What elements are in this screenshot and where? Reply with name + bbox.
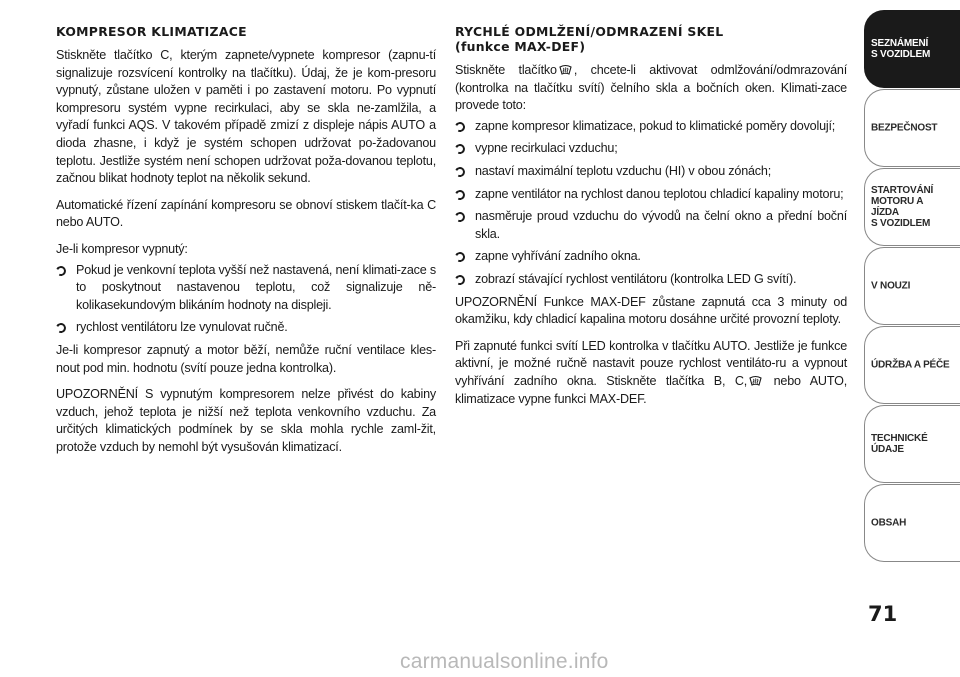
bullet-icon — [454, 274, 467, 287]
bullet-icon — [55, 322, 68, 335]
tab-bezpecnost[interactable] — [864, 89, 960, 167]
paragraph: Je-li kompresor vypnutý: — [56, 241, 188, 256]
tab-seznameni-s-vozidlem[interactable] — [864, 10, 960, 88]
bullet-item: nasměruje proud vzduchu do vývodů na čelní okno a přední boční skla. — [455, 208, 847, 243]
bullet-item: zapne kompresor klimatizace, pokud to klimatické poměry dovolují; — [455, 118, 847, 136]
page-number: 71 — [868, 602, 898, 626]
tab-obsah[interactable] — [864, 484, 960, 562]
windshield-defrost-icon — [559, 64, 572, 76]
paragraph: Je-li kompresor zapnutý a motor běží, nemůže ruční ventilace kles-nout pod min. hodnotu (svítí pouze jedna kontrolka). — [56, 342, 436, 375]
tab-label: BEZPEČNOST — [871, 122, 938, 134]
warning-paragraph: UPOZORNĚNÍ Funkce MAX-DEF zůstane zapnutá cca 3 minuty od okamžiku, kdy chladicí kapalina motoru dosáhne určité provozní teploty. — [455, 294, 847, 327]
right-column — [455, 24, 847, 417]
bullet-list — [455, 118, 847, 289]
paragraph: Stiskněte tlačítko , chcete-li aktivovat odmlžování/odmrazování (kontrolka na tlačítku svítí) čelního skla a bočních oken. Klimati-zace provede toto: — [455, 63, 847, 113]
tab-udrzba-a-pece[interactable] — [864, 326, 960, 404]
watermark: carmanualsonline.info — [400, 650, 609, 673]
tab-label: ÚDRŽBA A PÉČE — [871, 359, 950, 371]
left-column — [56, 24, 436, 465]
tab-label: STARTOVÁNÍ MOTORU A JÍZDA S VOZIDLEM — [871, 185, 934, 229]
tab-technicke-udaje[interactable] — [864, 405, 960, 483]
chapter-tabs — [860, 10, 960, 563]
bullet-item: zobrazí stávající rychlost ventilátoru (kontrolka LED G svítí). — [455, 271, 847, 289]
paragraph: Automatické řízení zapínání kompresoru se obnoví stiskem tlačít-ka C nebo AUTO. — [56, 197, 436, 230]
bullet-item: zapne ventilátor na rychlost danou teplotou chladicí kapaliny motoru; — [455, 186, 847, 204]
bullet-item: vypne recirkulaci vzduchu; — [455, 140, 847, 158]
tab-label: V NOUZI — [871, 280, 911, 292]
tab-label: TECHNICKÉ ÚDAJE — [871, 433, 928, 455]
section-heading-max-def — [455, 24, 847, 54]
section-heading-compressor: KOMPRESOR KLIMATIZACE — [56, 24, 247, 39]
windshield-defrost-icon — [749, 375, 762, 387]
paragraph: Stiskněte tlačítko C, kterým zapnete/vypnete kompresor (zapnu-tí signalizuje rozsvícení kontrolky na tlačítku). Údaj, že je kom-presoru vypnutý, zůstane uložen v paměti i po zastavení motoru. Po vypnutí kompresoru systém vypne recirkulaci, aby se skla ne-zamlžila, a vyřadí funkci AQS. V takovém případě zmizí z displeje nápis AUTO a dioda zhasne, i když je systém schopen udržovat po-žadovanou teplotu. Jestliže systém není schopen udržovat poža-dovanou teplotu, začnou blikat hodnoty teplot na několik sekund. — [56, 48, 436, 186]
heading-line: RYCHLÉ ODMLŽENÍ/ODMRAZENÍ SKEL — [455, 24, 724, 39]
bullet-icon — [55, 264, 68, 277]
tab-label: SEZNÁMENÍ S VOZIDLEM — [871, 38, 931, 60]
tab-v-nouzi[interactable] — [864, 247, 960, 325]
bullet-icon — [454, 166, 467, 179]
bullet-list — [56, 262, 436, 337]
bullet-icon — [454, 143, 467, 156]
tab-startovani-motoru[interactable] — [864, 168, 960, 246]
warning-paragraph: UPOZORNĚNÍ S vypnutým kompresorem nelze přivést do kabiny vzduch, jehož teplota je nižší než teplota venkovního vzduchu. Za určitých klimatických podmínek by se skla mohla rychle zaml-žit, protože vzduch by nemohl být vysušován klimatizací. — [56, 387, 436, 454]
bullet-icon — [454, 120, 467, 133]
bullet-icon — [454, 188, 467, 201]
paragraph: Při zapnuté funkci svítí LED kontrolka v tlačítku AUTO. Jestliže je funkce aktivní, je možné ručně nastavit pouze rychlost ventiláto-ru a vypnout vyhřívání zadního okna. Stiskněte tlačítka B, C, nebo AUTO, klimatizace vypne funkci MAX-DEF. — [455, 338, 847, 406]
bullet-item: Pokud je venkovní teplota vyšší než nastavená, není klimati-zace s to poskytnout nastavenou teplotu, což signalizuje ně-kolikasekundovým blikáním hodnoty na displeji. — [56, 262, 436, 315]
heading-line: (funkce MAX-DEF) — [455, 39, 586, 54]
bullet-item: nastaví maximální teplotu vzduchu (HI) v obou zónách; — [455, 163, 847, 181]
bullet-item: zapne vyhřívání zadního okna. — [455, 248, 847, 266]
tab-label: OBSAH — [871, 517, 907, 529]
bullet-icon — [454, 211, 467, 224]
bullet-icon — [454, 251, 467, 264]
bullet-item: rychlost ventilátoru lze vynulovat ručně. — [56, 319, 436, 337]
